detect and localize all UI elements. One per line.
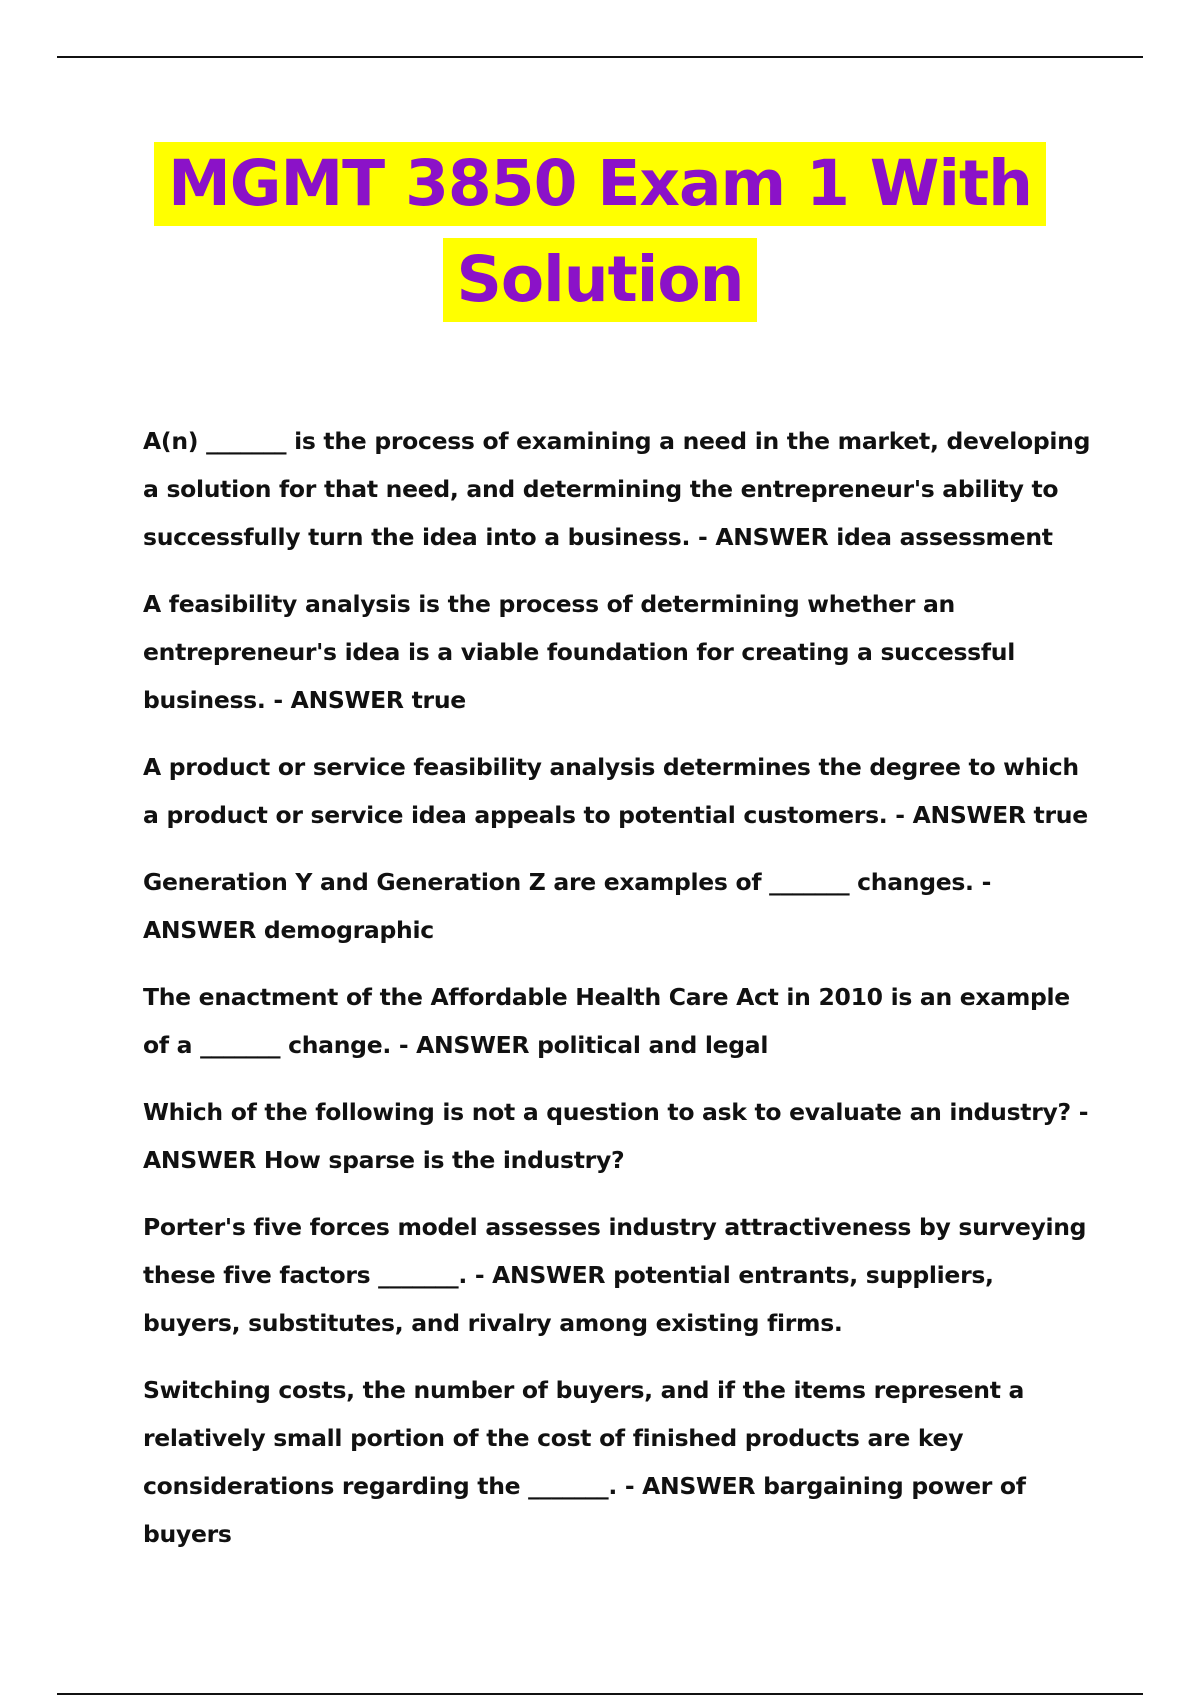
- qa-item: Switching costs, the number of buyers, and if the items represent a relatively small portion of the cost of finished products are key considerations regarding the _______. - ANSWER bargaining power of buyers: [143, 1376, 1026, 1548]
- qa-item: The enactment of the Affordable Health Care Act in 2010 is an example of a _______ change. - ANSWER political and legal: [143, 983, 1070, 1059]
- title-line-2: Solution: [443, 238, 758, 322]
- qa-item: A product or service feasibility analysis determines the degree to which a product or service idea appeals to potential customers. - ANSWER true: [143, 753, 1088, 829]
- qa-item: A(n) _______ is the process of examining a need in the market, developing a solution for that need, and determining the entrepreneur's ability to successfully turn the idea into a business. - ANSWER idea assessment: [143, 427, 1091, 551]
- qa-item: A feasibility analysis is the process of determining whether an entrepreneur's idea is a viable foundation for creating a successful business. - ANSWER true: [143, 590, 1015, 714]
- qa-item: Which of the following is not a question to ask to evaluate an industry? - ANSWER How sparse is the industry?: [143, 1098, 1089, 1174]
- bottom-rule: [57, 1693, 1143, 1695]
- top-rule: [57, 56, 1143, 58]
- qa-list: [143, 417, 1095, 1577]
- qa-item: Porter's five forces model assesses industry attractiveness by surveying these five factors _______. - ANSWER potential entrants, suppliers, buyers, substitutes, and rivalry among existing firms.: [143, 1213, 1087, 1337]
- qa-item: Generation Y and Generation Z are examples of _______ changes. - ANSWER demographic: [143, 868, 992, 944]
- document-title: [0, 142, 1200, 322]
- title-line-1: MGMT 3850 Exam 1 With: [154, 142, 1046, 226]
